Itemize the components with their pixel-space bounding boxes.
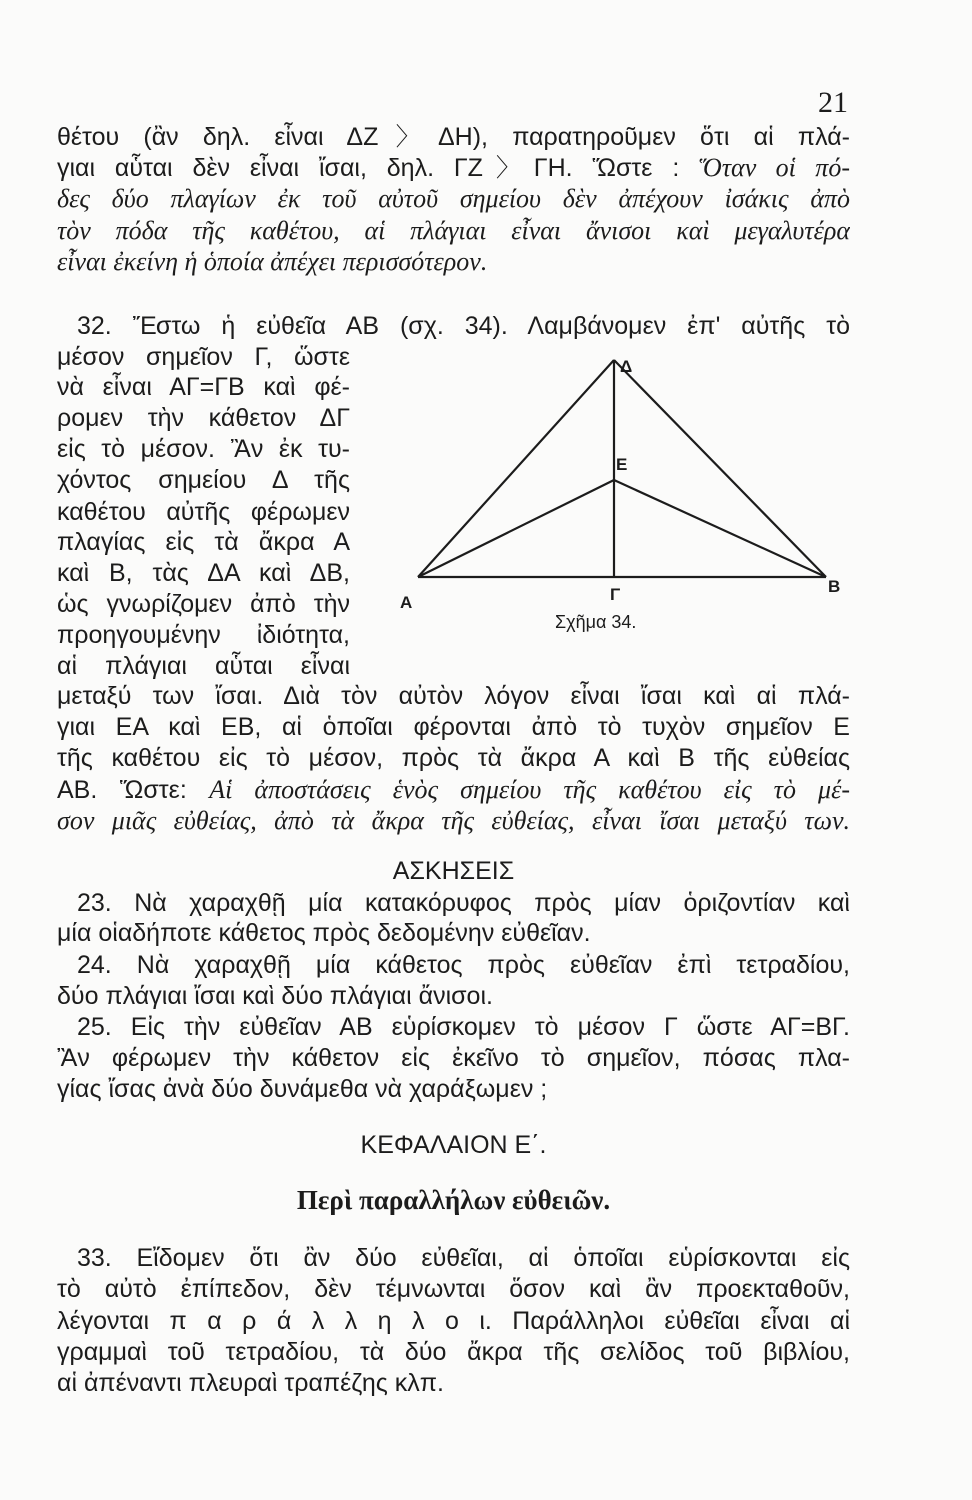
text-line [57,216,850,247]
text-segment: γιαι ΕΑ καὶ ΕΒ, αἱ ὁποῖαι φέρονται ἀπὸ τὸ τυχὸν σημεῖον Ε [57,713,850,741]
text-line [57,888,850,919]
text-segment: γιαι αὗται δὲν εἶναι ἴσαι, δηλ. ΓΖ〉ΓΗ. Ὥστε : [57,154,700,182]
text-segment: Αἱ ἀποστάσεις ἑνὸς σημείου τῆς καθέτου εἰς τὸ μέ- [209,775,850,804]
text-segment: γίας ἴσας ἀνὰ δύο δυνάμεθα νὰ χαράξωμεν ; [57,1075,548,1103]
text-segment: τὸν πόδα τῆς καθέτου, αἱ πλάγιαι εἶναι ἄνισοι καὶ μεγαλυτέρα [57,216,850,245]
label-a: Α [400,593,413,612]
label-gamma: Γ [610,585,621,604]
text-line [57,589,350,620]
text-line [57,465,350,496]
text-line [57,434,350,465]
page-number: 21 [818,86,848,119]
text-line [57,527,350,558]
label-e: Ε [616,455,628,474]
text-segment: χόντος σημείου Δ τῆς [57,466,350,494]
text-line [57,342,350,373]
text-segment: εἰς τὸ μέσον. Ἂν ἐκ τυ- [57,435,350,463]
text-line [57,743,850,774]
text-line [57,981,850,1012]
text-segment: Ἂν φέρωμεν τὴν κάθετον εἰς ἐκεῖνο τὸ σημεῖον, πόσας πλα- [57,1044,850,1072]
text-line [57,558,350,589]
text-segment: 32. Ἔστω ἡ εὐθεῖα ΑΒ (σχ. 34). Λαμβάνομεν ἐπ' αὐτῆς τὸ [77,312,850,340]
segment-da [418,360,614,577]
text-segment: ὡς γνωρίζομεν ἀπὸ τὴν [57,590,350,618]
text-segment: καὶ Β, τὰς ΔΑ καὶ ΔΒ, [57,559,350,587]
text-segment: προηγουμένην ἰδιότητα, [57,621,350,649]
label-b: Β [828,577,840,596]
text-segment: ρομεν τὴν κάθετον ΔΓ [57,404,350,432]
text-line [57,247,850,278]
text-segment: τὸ αὐτὸ ἐπίπεδον, δὲν τέμνωνται ὅσον καὶ ἂν προεκταθοῦν, [57,1275,850,1303]
text-line [57,712,850,743]
text-line [57,372,350,403]
text-segment: μεταξύ των ἴσαι. Διὰ τὸν αὐτὸν λόγον εἶναι ἴσαι καὶ αἱ πλά- [57,682,850,710]
text-line [57,651,350,682]
text-segment: αἱ πλάγιαι αὗται εἶναι [57,652,350,680]
text-line [57,1243,850,1274]
text-segment: λέγονται π α ρ ά λ λ η λ ο ι. Παράλληλοι εὐθεῖαι εἶναι αἱ [57,1307,850,1335]
text-line [57,1368,850,1399]
text-line [57,681,850,712]
text-segment: δες δύο πλαγίων ἐκ τοῦ αὐτοῦ σημείου δὲν ἀπέχουν ἰσάκις ἀπὸ [57,184,850,213]
text-segment: 23. Νὰ χαραχθῇ μία κατακόρυφος πρὸς μίαν ὁριζοντίαν καὶ [77,889,850,917]
text-line [57,806,850,837]
text-line [57,1130,850,1161]
text-segment: τῆς καθέτου εἰς τὸ μέσον, πρὸς τὰ ἄκρα Α καὶ Β τῆς εὐθείας [57,744,850,772]
text-segment: ΑΒ. Ὥστε: [57,776,210,804]
text-line [57,856,850,887]
text-line [57,497,350,528]
text-line [57,1337,850,1368]
text-segment: Ὅταν οἱ πό- [699,153,850,182]
text-segment: μία οἱαδήποτε κάθετος πρὸς δεδομένην εὐθεῖαν. [57,919,591,947]
text-line [57,620,350,651]
segment-db [614,360,826,577]
text-line [57,1012,850,1043]
text-line [57,1306,850,1337]
segment-eb [614,480,826,577]
text-line [57,1074,850,1105]
section-heading: Περὶ παραλλήλων εὐθειῶν. [296,1185,611,1215]
text-line [57,918,850,949]
text-segment: εἶναι ἐκείνη ἡ ὁποία ἀπέχει περισσότερον. [57,247,488,276]
text-segment: καθέτου αὐτῆς φέρωμεν [57,498,350,526]
text-segment: 33. Εἴδομεν ὅτι ἂν δύο εὐθεῖαι, αἱ ὁποῖαι εὑρίσκονται εἰς [77,1244,850,1272]
text-line [57,122,850,153]
text-line [57,1185,850,1216]
segment-ea [418,480,614,577]
figure-34 [380,330,840,620]
text-segment: μέσον σημεῖον Γ, ὥστε [57,343,350,371]
text-segment: νὰ εἶναι ΑΓ=ΓΒ καὶ φέ- [57,373,350,401]
text-line [57,1043,850,1074]
text-segment: ΑΣΚΗΣΕΙΣ [392,857,515,885]
text-line [57,950,850,981]
text-segment: δύο πλάγιαι ἴσαι καὶ δύο πλάγιαι ἄνισοι. [57,982,493,1010]
label-delta: Δ [620,357,633,376]
text-segment: 24. Νὰ χαραχθῇ μία κάθετος πρὸς εὐθεῖαν ἐπὶ τετραδίου, [77,951,850,979]
text-segment: θέτου (ἂν δηλ. εἶναι ΔΖ〉ΔΗ), παρατηροῦμεν ὅτι αἱ πλά- [57,123,850,151]
text-line [57,1274,850,1305]
figure-caption: Σχῆμα 34. [555,612,637,632]
text-line [57,775,850,806]
text-segment: 25. Εἰς τὴν εὐθεῖαν ΑΒ εὑρίσκομεν τὸ μέσον Γ ὥστε ΑΓ=ΒΓ. [77,1013,850,1041]
text-segment: ΚΕΦΑΛΑΙΟΝ Ε΄. [360,1131,547,1159]
text-segment: γραμμαὶ τοῦ τετραδίου, τὰ δύο ἄκρα τῆς σελίδος τοῦ βιβλίου, [57,1338,850,1366]
text-line [57,153,850,184]
text-line [57,403,350,434]
text-segment: σον μιᾶς εὐθείας, ἀπὸ τὰ ἄκρα τῆς εὐθείας, εἶναι ἴσαι μεταξύ των. [57,806,850,835]
text-segment: πλαγίας εἰς τὰ ἄκρα Α [57,528,350,556]
text-line [57,184,850,215]
text-segment: αἱ ἀπέναντι πλευραὶ τραπέζης κλπ. [57,1369,444,1397]
